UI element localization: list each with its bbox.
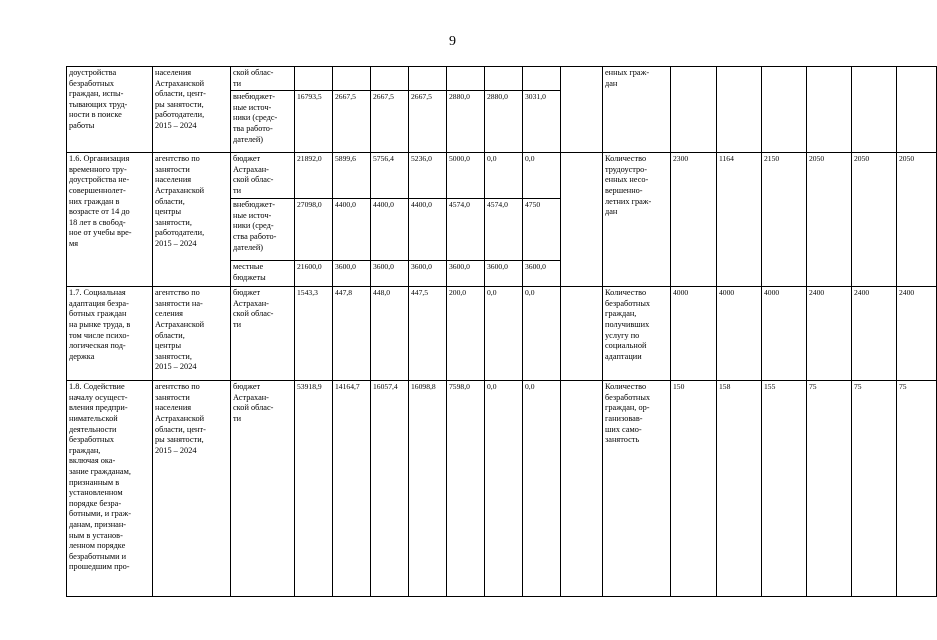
indicator: Количество безработных граждан, ор- ганизовав- ших само- занятость (603, 381, 671, 597)
executor: агентство по занятости на- селения Астраханской области, центры занятости, 2015 – 2024 (153, 287, 231, 381)
value-cell: 53918,9 (295, 381, 333, 597)
value-cell: 4574,0 (485, 199, 523, 261)
value-cell: 4400,0 (333, 199, 371, 261)
measure-name: доустройства безработных граждан, испы- тывающих труд- ности в поиске работы (67, 67, 153, 153)
value-cell: 0,0 (485, 381, 523, 597)
target-value: 158 (717, 381, 762, 597)
measure-name: 1.6. Организация временного тру- доустройства не- совершеннолет- них граждан в возрасте от 14 до 18 лет в свобод- ное от учебы вре- мя (67, 153, 153, 287)
value-cell: 7598,0 (447, 381, 485, 597)
value-cell: 3600,0 (409, 261, 447, 287)
target-value: 75 (807, 381, 852, 597)
value-cell: 5756,4 (371, 153, 409, 199)
funding-source: бюджет Астрахан- ской облас- ти (231, 381, 295, 597)
target-value: 2400 (807, 287, 852, 381)
value-cell: 21892,0 (295, 153, 333, 199)
value-cell: 4400,0 (409, 199, 447, 261)
measure-name: 1.8. Содействие началу осущест- вления предпри- нимательской деятельности безработных граждан, включая ока- зание гражданам, признанным в установленном порядке безра- ботными, и граж- данам, признан- ным в установ- ленном порядке безработными и прошедшим про- (67, 381, 153, 597)
value-cell: 3031,0 (523, 91, 561, 153)
value-cell: 0,0 (523, 381, 561, 597)
value-cell: 3600,0 (523, 261, 561, 287)
value-cell: 2667,5 (409, 91, 447, 153)
target-value: 155 (762, 381, 807, 597)
value-cell: 0,0 (485, 287, 523, 381)
value-cell: 447,5 (409, 287, 447, 381)
target-value: 1164 (717, 153, 762, 287)
value-cell: 5000,0 (447, 153, 485, 199)
funding-source: местные бюджеты (231, 261, 295, 287)
target-value: 2400 (852, 287, 897, 381)
value-cell: 0,0 (485, 153, 523, 199)
target-value: 75 (852, 381, 897, 597)
target-value: 2400 (897, 287, 937, 381)
value-cell: 16057,4 (371, 381, 409, 597)
funding-source: бюджет Астрахан- ской облас- ти (231, 287, 295, 381)
value-cell: 3600,0 (485, 261, 523, 287)
program-table (66, 66, 937, 597)
target-value: 2050 (807, 153, 852, 287)
value-cell: 16098,8 (409, 381, 447, 597)
indicator: енных граж- дан (603, 67, 671, 153)
measure-name: 1.7. Социальная адаптация безра- ботных граждан на рынке труда, в том числе психо- логическая под- держка (67, 287, 153, 381)
target-value: 4000 (717, 287, 762, 381)
value-cell: 4750 (523, 199, 561, 261)
value-cell: 16793,5 (295, 91, 333, 153)
value-cell: 4574,0 (447, 199, 485, 261)
executor: агентство по занятости населения Астраханской области, центры занятости, работодатели, 2015 – 2024 (153, 153, 231, 287)
value-cell: 1543,3 (295, 287, 333, 381)
target-value: 4000 (671, 287, 717, 381)
table-row (67, 67, 937, 91)
target-value: 2150 (762, 153, 807, 287)
executor: агентство по занятости населения Астраханской области, цент- ры занятости, 2015 – 2024 (153, 381, 231, 597)
funding-source: бюджет Астрахан- ской облас- ти (231, 153, 295, 199)
page-number: 9 (449, 34, 456, 49)
funding-source: ской облас- ти (231, 67, 295, 91)
target-value: 2300 (671, 153, 717, 287)
target-value: 4000 (762, 287, 807, 381)
table-row (67, 381, 937, 597)
value-cell: 27098,0 (295, 199, 333, 261)
value-cell: 447,8 (333, 287, 371, 381)
value-cell: 5899,6 (333, 153, 371, 199)
executor: населения Астраханской области, цент- ры занятости, работодатели, 2015 – 2024 (153, 67, 231, 153)
value-cell: 2880,0 (447, 91, 485, 153)
target-value: 150 (671, 381, 717, 597)
table-row (67, 287, 937, 381)
value-cell: 3600,0 (447, 261, 485, 287)
value-cell: 0,0 (523, 287, 561, 381)
value-cell: 3600,0 (371, 261, 409, 287)
value-cell: 5236,0 (409, 153, 447, 199)
indicator: Количество трудоустро- енных несо- вершенно- летних граж- дан (603, 153, 671, 287)
value-cell: 4400,0 (371, 199, 409, 261)
table-row (67, 153, 937, 199)
value-cell: 2667,5 (371, 91, 409, 153)
target-value: 2050 (897, 153, 937, 287)
value-cell: 3600,0 (333, 261, 371, 287)
value-cell: 200,0 (447, 287, 485, 381)
value-cell: 0,0 (523, 153, 561, 199)
value-cell: 2880,0 (485, 91, 523, 153)
value-cell: 14164,7 (333, 381, 371, 597)
value-cell: 21600,0 (295, 261, 333, 287)
value-cell: 2667,5 (333, 91, 371, 153)
funding-source: внебюджет- ные источ- ники (средс- тва работо- дателей) (231, 91, 295, 153)
funding-source: внебюджет- ные источ- ники (сред- ства работо- дателей) (231, 199, 295, 261)
target-value: 75 (897, 381, 937, 597)
indicator: Количество безработных граждан, получивших услугу по социальной адаптации (603, 287, 671, 381)
target-value: 2050 (852, 153, 897, 287)
value-cell: 448,0 (371, 287, 409, 381)
